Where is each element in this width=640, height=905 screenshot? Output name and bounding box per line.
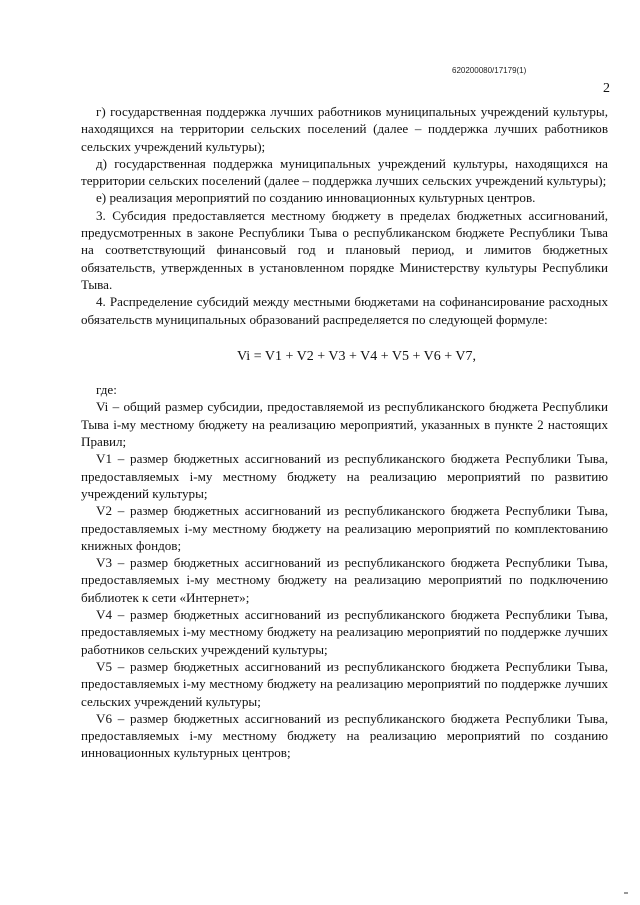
paragraph-d: д) государственная поддержка муниципальных учреждений культуры, находящихся на территории сельских поселений (далее – поддержка лучших сельских учреждений культуры); [81,155,608,189]
where-label: где: [96,382,117,398]
definition-v1: V1 – размер бюджетных ассигнований из республиканского бюджета Республики Тыва, предоставляемых i-му местному бюджету на реализацию мероприятий по развитию учреждений культуры; [81,451,608,501]
definition-vi: Vi – общий размер субсидии, предоставляемой из республиканского бюджета Республики Тыва i-му местному бюджету на реализацию мероприятий, указанных в пункте 2 настоящих Правил; [81,399,608,450]
definition-v2: V2 – размер бюджетных ассигнований из республиканского бюджета Республики Тыва, предоставляемых i-му местному бюджету на реализацию мероприятий по комплектованию книжных фондов; [81,503,608,553]
document-body [81,103,608,762]
paragraph-e: е) реализация мероприятий по созданию инновационных культурных центров. [96,190,536,206]
scan-artifact [624,892,628,894]
definition-v5: V5 – размер бюджетных ассигнований из республиканского бюджета Республики Тыва, предоставляемых i-му местному бюджету на реализацию мероприятий по поддержке лучших сельских учреждений культуры; [81,658,608,709]
page-number: 2 [603,81,610,96]
paragraph-g: г) государственная поддержка лучших работников муниципальных учреждений культуры, находящихся на территории сельских поселений (далее – поддержка лучших работников сельских учреждений культуры); [81,104,608,154]
definition-v3: V3 – размер бюджетных ассигнований из республиканского бюджета Республики Тыва, предоставляемых i-му местному бюджету на реализацию мероприятий по подключению библиотек к сети «Интернет»; [81,555,608,605]
definition-v4: V4 – размер бюджетных ассигнований из республиканского бюджета Республики Тыва, предоставляемых i-му местному бюджету на реализацию мероприятий по поддержке лучших работников сельских учреждений культуры; [81,607,608,657]
paragraph-3: 3. Субсидия предоставляется местному бюджету в пределах бюджетных ассигнований, предусмотренных в законе Республики Тыва о республиканском бюджете Республики Тыва на соответствующий финансовый год и плановый период, и лимитов бюджетных обязательств, утвержденных в установленном порядке Министерству культуры Республики Тыва. [81,207,608,292]
document-id: 620200080/17179(1) [452,66,527,75]
paragraph-4: 4. Распределение субсидий между местными бюджетами на софинансирование расходных обязательств муниципальных образований распределяется по следующей формуле: [81,294,608,327]
definition-v6: V6 – размер бюджетных ассигнований из республиканского бюджета Республики Тыва, предоставляемых i-му местному бюджету на реализацию мероприятий по созданию инновационных культурных центров; [81,710,608,761]
formula: Vi = V1 + V2 + V3 + V4 + V5 + V6 + V7, [237,348,476,364]
